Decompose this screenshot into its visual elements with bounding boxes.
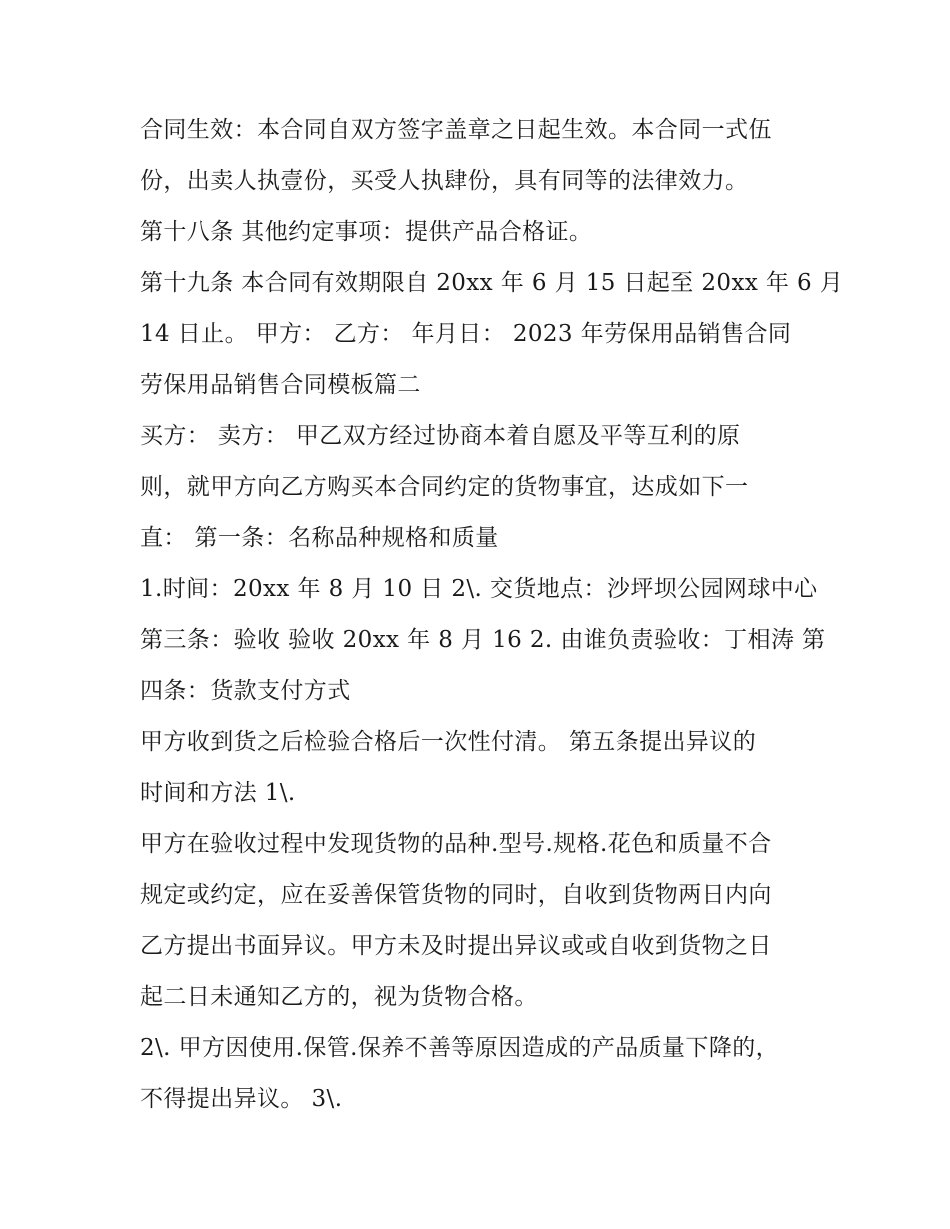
text-line: 份，出卖人执壹份，买受人执肆份，具有同等的法律效力。: [140, 168, 749, 194]
text-line: 甲方在验收过程中发现货物的品种.型号.规格.花色和质量不合: [140, 831, 772, 857]
text-line: 四条：货款支付方式: [140, 678, 351, 704]
text-line: 直： 第一条：名称品种规格和质量: [140, 525, 499, 551]
text-line: 起二日未通知乙方的，视为货物合格。: [140, 984, 538, 1010]
text-line: 甲方收到货之后检验合格后一次性付清。 第五条提出异议的: [140, 729, 757, 755]
text-line: 第十八条 其他约定事项：提供产品合格证。: [140, 219, 593, 245]
text-line: 乙方提出书面异议。甲方未及时提出异议或或自收到货物之日: [140, 933, 772, 959]
text-line: 买方： 卖方： 甲乙双方经过协商本着自愿及平等互利的原: [140, 423, 741, 449]
text-line: 规定或约定，应在妥善保管货物的同时，自收到货物两日内向: [140, 882, 772, 908]
text-line: 14 日止。 甲方： 乙方： 年月日： 2023 年劳保用品销售合同: [140, 321, 792, 347]
text-line: 第十九条 本合同有效期限自 20xx 年 6 月 15 日起至 20xx 年 6 月: [140, 270, 844, 296]
text-line: 时间和方法 1\.: [140, 780, 296, 806]
section-title: 劳保用品销售合同模板篇二: [140, 372, 421, 398]
text-line: 合同生效：本合同自双方签字盖章之日起生效。本合同一式伍: [140, 117, 772, 143]
text-line: 则，就甲方向乙方购买本合同约定的货物事宜，达成如下一: [140, 474, 749, 500]
text-line: 第三条：验收 验收 20xx 年 8 月 16 2. 由谁负责验收：丁相涛 第: [140, 627, 826, 653]
text-line: 1.时间：20xx 年 8 月 10 日 2\. 交货地点：沙坪坝公园网球中心: [140, 576, 818, 602]
text-line: 2\. 甲方因使用.保管.保养不善等原因造成的产品质量下降的，: [140, 1035, 780, 1061]
text-line: 不得提出异议。 3\.: [140, 1086, 343, 1112]
document-body: [140, 105, 844, 1125]
